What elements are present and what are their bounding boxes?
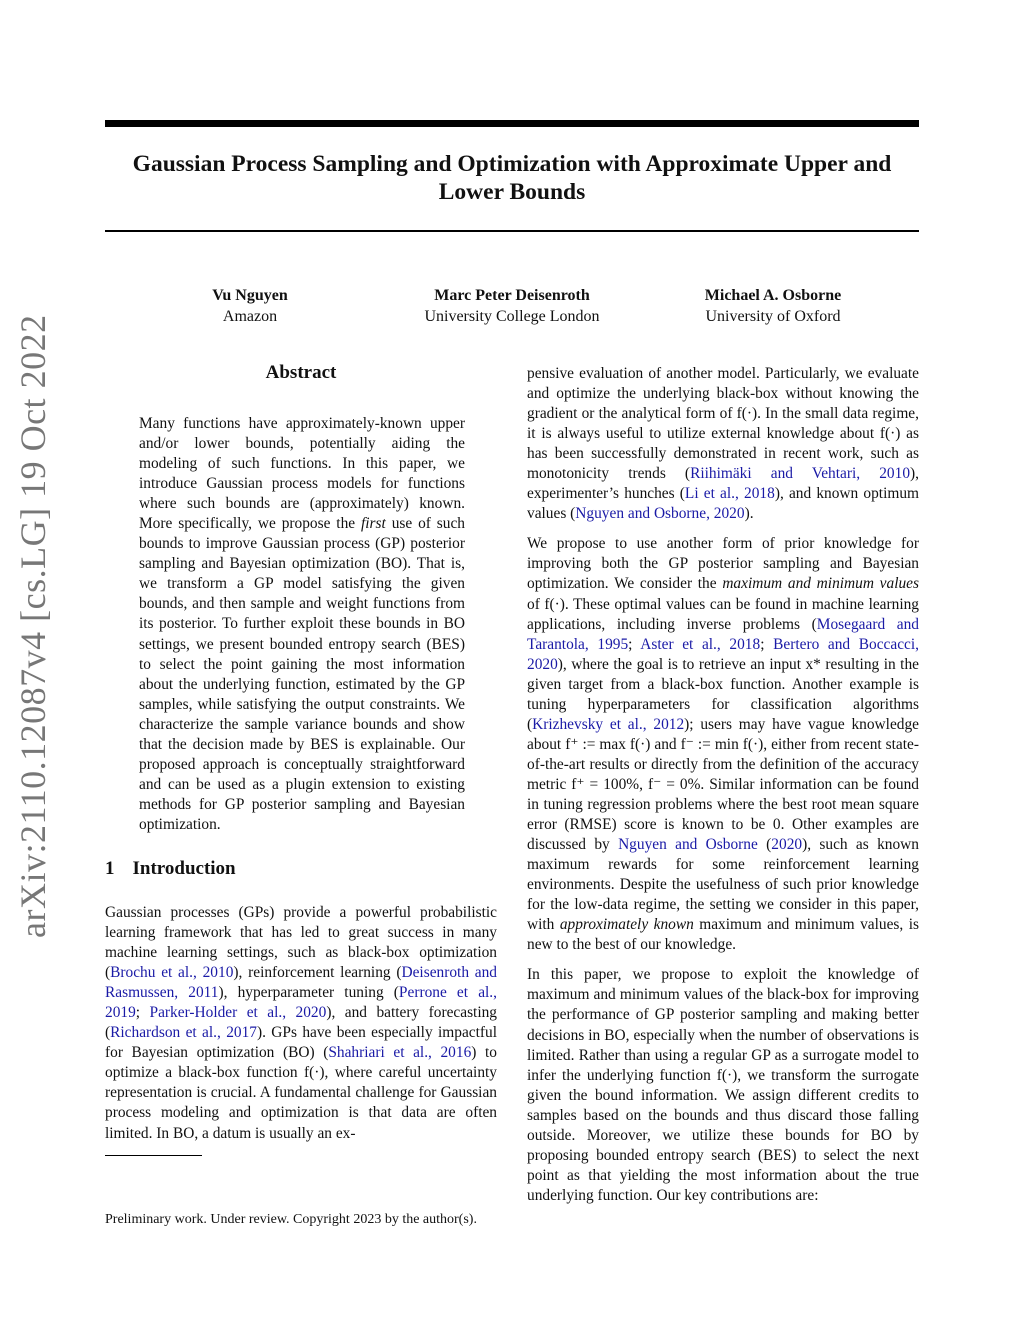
section-title: Introduction	[132, 858, 236, 879]
paragraph: We propose to use another form of prior knowledge for improving both the GP posterior sampling and Bayesian optimization. We consider the maximum and minimum values of f(·). These optimal values can be found in machine learning applications, including inverse problems (Mosegaard and Tarantola, 1995; Aster et al., 2018; Bertero and Boccacci, 2020), where the goal is to retrieve an input x* resulting in the given target from a black-box function. Another example is tuning hyperparameters for classification algorithms (Krizhevsky et al., 2012); users may have vague knowledge about f⁺ := max f(·) and f⁻ := min f(·), either from recent state-of-the-art results or directly from the definition of the accuracy metric f⁺ = 100%, f⁻ = 0%. Similar information can be found in tuning regression problems where the best root mean square error (RMSE) score is known to be 0. Other examples are discussed by Nguyen and Osborne (2020), such as known maximum rewards for some reinforcement learning environments. Despite the usefulness of such prior knowledge for the low-data regime, the setting we consider in this paper, with approximately known maximum and minimum values, is new to the best of our knowledge.	[527, 535, 920, 954]
citation-link[interactable]: Deisenroth and Rasmussen, 2011	[105, 964, 497, 1002]
paragraph: pensive evaluation of another model. Particularly, we evaluate and optimize the underlying black-box without knowing the gradient or the analytical form of f(·). In the small data regime, it is always useful to utilize external knowledge about f(·) as has been successfully demonstrated in recent work, such as monotonicity trends (Riihimäki and Vehtari, 2010), experimenter’s hunches (Li et al., 2018), and known optimum values (Nguyen and Osborne, 2020).	[527, 365, 919, 523]
citation-link[interactable]: Brochu et al., 2010	[110, 964, 234, 982]
citation-link[interactable]: Nguyen and Osborne, 2020	[575, 505, 745, 523]
author-block-2	[382, 285, 642, 327]
citation-link[interactable]: Richardson et al., 2017	[110, 1024, 257, 1042]
citation-link[interactable]: Perrone et al., 2019	[105, 984, 497, 1022]
introduction-text	[105, 903, 497, 1154]
abstract-text: Many functions have approximately-known upper and/or lower bounds, potentially aiding the modeling of such functions. In this paper, we introduce Gaussian process models for functions where such bounds are (approximately) known. More specifically, we propose the first use of such bounds to improve Gaussian process (GP) posterior sampling and Bayesian optimization (BO). That is, we transform a GP model satisfying the given bounds, and then sample and weight functions from its posterior. To further exploit these bounds in BO settings, we present bounded entropy search (BES) to select the point gaining the most information about the underlying function, estimated by the GP samples, while satisfying the output constraints. We characterize the sample variance bounds and show that the decision made by BES is explainable. Our proposed approach is conceptually straightforward and can be used as a plugin extension to existing methods for GP posterior sampling and Bayesian optimization.	[139, 415, 465, 833]
paper-title: Gaussian Process Sampling and Optimization with Approximate Upper and Lower Bounds	[132, 151, 892, 205]
author-name: Michael A. Osborne	[704, 287, 842, 304]
citation-link[interactable]: Riihimäki and Vehtari, 2010	[690, 465, 911, 483]
intro-paragraph: Gaussian processes (GPs) provide a powerful probabilistic learning framework that has led to great success in many machine learning settings, such as black-box optimization (Brochu et al., 2010), reinforcement learning (Deisenroth and Rasmussen, 2011), hyperparameter tuning (Perrone et al., 2019; Parker-Holder et al., 2020), and battery forecasting (Richardson et al., 2017). GPs have been especially impactful for Bayesian optimization (BO) (Shahriari et al., 2016) to optimize a black-box function f(·), where careful uncertainty representation is crucial. A fundamental challenge for Gaussian process modeling and optimization is that data are often limited. In BO, a datum is usually an ex-	[105, 904, 498, 1142]
citation-link[interactable]: Mosegaard and Tarantola, 1995	[527, 615, 920, 653]
arxiv-identifier: arXiv:2110.12087v4 [cs.LG] 19 Oct 2022	[13, 314, 53, 938]
author-affiliation: University College London	[424, 308, 600, 325]
citation-link[interactable]: Bertero and Boccacci, 2020	[527, 635, 919, 673]
citation-link[interactable]: Aster et al., 2018	[640, 635, 761, 653]
title-bottom-rule	[105, 230, 919, 232]
author-name: Vu Nguyen	[212, 287, 288, 304]
title-top-rule	[105, 120, 919, 127]
citation-link[interactable]: 2020	[771, 836, 803, 854]
section-number: 1	[105, 858, 115, 879]
citation-link[interactable]: Nguyen and Osborne	[618, 836, 758, 854]
author-block-3	[673, 285, 873, 327]
paragraph: In this paper, we propose to exploit the knowledge of maximum and minimum values of the black-box for improving the performance of GP posterior sampling and making better decisions in BO, especially when the number of observations is limited. Rather than using a regular GP as a surrogate model to infer the underlying function f(·), we transform the surrogate given the bound information. We assign different credits to samples based on the bounds and thus discard those falling outside. Moreover, we utilize these bounds for BO by proposing bounded entropy search (BES) to select the next point as that yielding the most information about the true underlying function. Our key contributions are:	[527, 966, 919, 1204]
citation-link[interactable]: Krizhevsky et al., 2012	[532, 715, 685, 733]
footnote: Preliminary work. Under review. Copyright 2023 by the author(s).	[105, 1212, 477, 1227]
abstract-heading: Abstract	[265, 362, 337, 383]
author-block-1	[150, 285, 350, 327]
author-name: Marc Peter Deisenroth	[434, 287, 590, 304]
author-affiliation: Amazon	[222, 308, 278, 325]
citation-link[interactable]: Li et al., 2018	[684, 485, 775, 503]
footnote-rule	[105, 1155, 202, 1156]
citation-link[interactable]: Shahriari et al., 2016	[328, 1044, 472, 1062]
author-affiliation: University of Oxford	[705, 308, 841, 325]
section-heading-introduction	[105, 858, 236, 880]
right-column-text	[527, 364, 919, 1216]
citation-link[interactable]: Parker-Holder et al., 2020	[149, 1004, 327, 1022]
